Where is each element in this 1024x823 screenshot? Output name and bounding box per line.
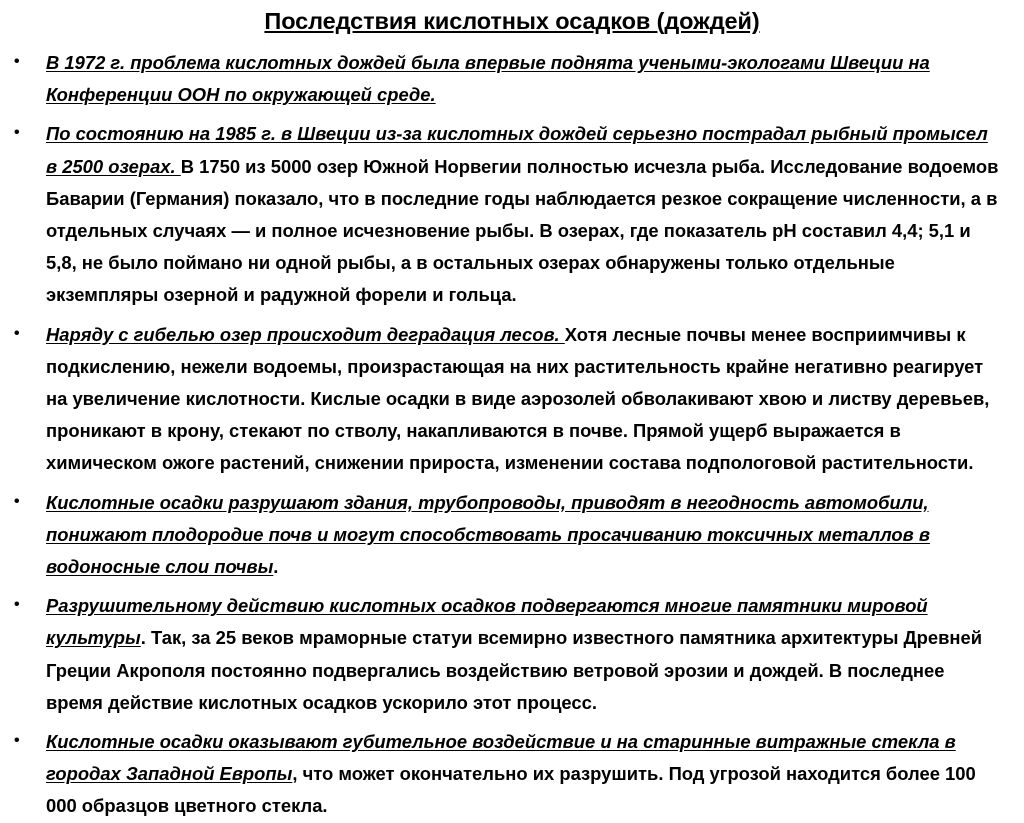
bullet-rest-text: Хотя лесные почвы менее восприимчивы к подкислению, нежели водоемы, произрастающая на них растительность крайне негативно реагирует на увеличение кислотности. Кислые осадки в виде аэрозолей обволакивают хвою и листву деревьев, проникают в крону, стекают по стволу, накапливаются в почве. Прямой ущерб выражается в химическом ожоге растений, снижении прироста, изменении состава подпологовой растительности.	[46, 323, 990, 474]
slide-canvas	[0, 8, 1024, 817]
list-item	[0, 319, 1024, 480]
bullet-rest-text: .	[273, 556, 279, 578]
bullet-lead-text: По состоянию на 1985 г. в Швеции из-за кислотных дождей серьезно пострадал рыбный промысел в 2500 озерах.	[46, 123, 988, 177]
bullet-rest-text: В 1750 из 5000 озер Южной Норвегии полностью исчезла рыба. Исследование водоемов Баварии (Германия) показало, что в последние годы наблюдается резкое сокращение численности, а в отдельных случаях — и полное исчезновение рыбы. В озерах, где показатель pH составил 4,4; 5,1 и 5,8, не было поймано ни одной рыбы, а в остальных озерах обнаружены только отдельные экземпляры озерной и радужной форели и гольца.	[46, 155, 999, 306]
list-item	[0, 118, 1024, 311]
bullet-list	[0, 47, 1024, 823]
bullet-rest-text: , что может окончательно их разрушить. Под угрозой находится более 100 000 образцов цветного стекла.	[46, 763, 976, 817]
page-title: Последствия кислотных осадков (дождей)	[264, 8, 760, 34]
bullet-rest-text: . Так, за 25 веков мраморные статуи всемирно известного памятника архитектуры Древней Греции Акрополя постоянно подвергались воздействию ветровой эрозии и дождей. В последнее время действие кислотных осадков ускорило этот процесс.	[46, 627, 983, 713]
list-item	[0, 487, 1024, 584]
bullet-lead-text: В 1972 г. проблема кислотных дождей была впервые поднята учеными-экологами Швеции на Конференции ООН по окружающей среде.	[46, 52, 930, 106]
list-item	[0, 590, 1024, 719]
list-item	[0, 47, 1024, 111]
bullet-lead-text: Кислотные осадки оказывают губительное воздействие и на старинные витражные стекла в городах Западной Европы	[46, 731, 956, 785]
list-item	[0, 726, 1024, 823]
bullet-lead-text: Разрушительному действию кислотных осадков подвергаются многие памятники мировой культуры	[46, 595, 928, 649]
bullet-lead-text: Наряду с гибелью озер происходит деградация лесов.	[46, 323, 565, 345]
bullet-lead-text: Кислотные осадки разрушают здания, трубопроводы, приводят в негодность автомобили, понижают плодородие почв и могут способствовать просачиванию токсичных металлов в водоносные слои почвы	[46, 491, 930, 578]
